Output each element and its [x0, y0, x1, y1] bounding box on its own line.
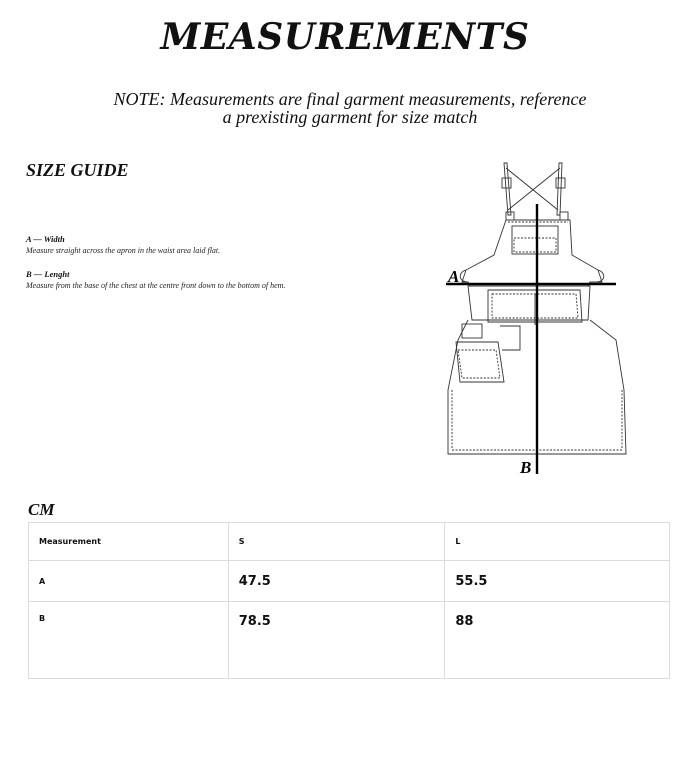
- table-row-label: B: [29, 602, 229, 679]
- measurement-definition-b: [26, 269, 285, 291]
- table-row: [29, 561, 670, 602]
- note-line-1: NOTE: Measurements are final garment measurements, reference: [113, 89, 587, 109]
- measurement-name: B — Lenght: [26, 269, 70, 279]
- unit-label: CM: [28, 500, 55, 519]
- table-cell: 78.5: [228, 602, 445, 679]
- size-table: [28, 522, 670, 679]
- measurement-description: Measure straight across the apron in the waist area laid flat.: [26, 246, 221, 255]
- table-row: [29, 602, 670, 679]
- apron-diagram: [440, 160, 630, 480]
- measurement-name: A — Width: [26, 234, 65, 244]
- size-guide-heading: SIZE GUIDE: [26, 160, 129, 180]
- diagram-label-a: A: [448, 267, 460, 286]
- table-header-cell: Measurement: [29, 523, 229, 561]
- table-row-label: A: [29, 561, 229, 602]
- apron-diagram-icon: [440, 160, 630, 480]
- note-line-2: a prexisting garment for size match: [222, 107, 478, 127]
- page-title: MEASUREMENTS: [160, 16, 530, 58]
- note-text: [60, 90, 640, 126]
- table-header-cell: L: [445, 523, 670, 561]
- table-cell: 88: [445, 602, 670, 679]
- table-cell: 47.5: [228, 561, 445, 602]
- table-header-row: [29, 523, 670, 561]
- diagram-label-b: B: [520, 458, 532, 477]
- table-cell: 55.5: [445, 561, 670, 602]
- measurement-description: Measure from the base of the chest at the centre front down to the bottom of hem.: [26, 281, 286, 290]
- measurement-definition-a: [26, 234, 220, 256]
- table-header-cell: S: [228, 523, 445, 561]
